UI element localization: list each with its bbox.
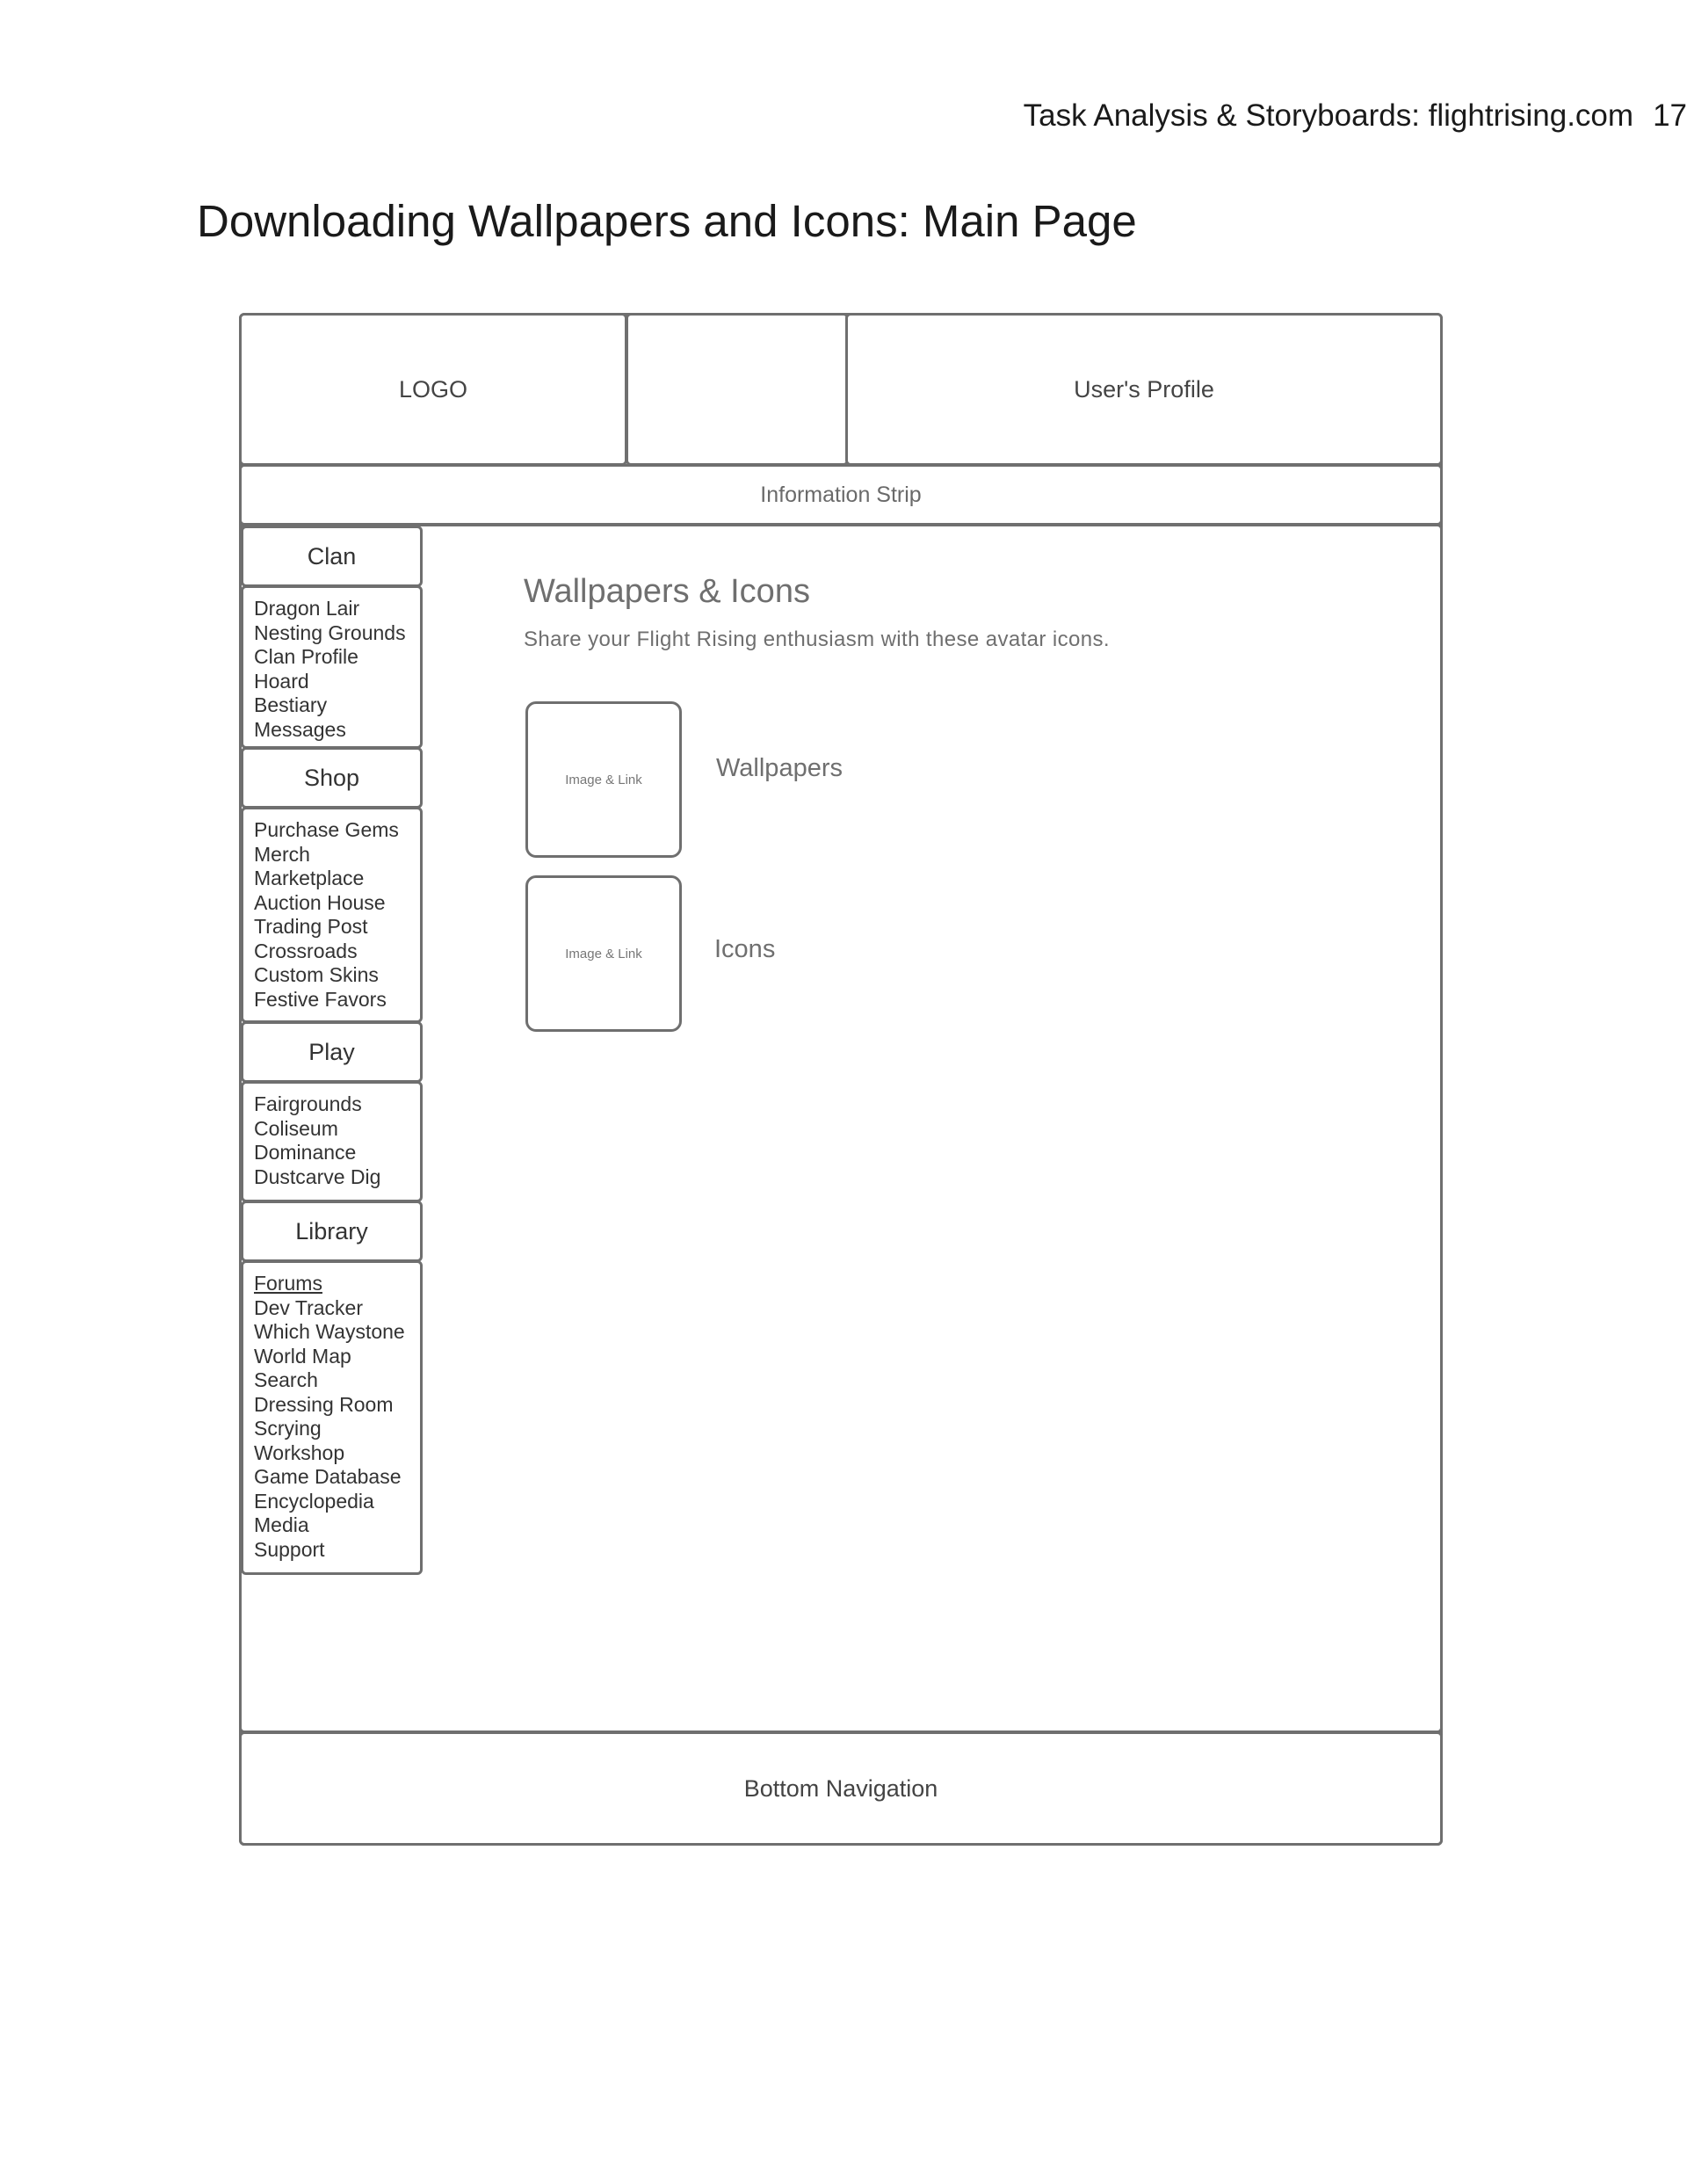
sidebar-header-clan[interactable] [241, 526, 423, 587]
sidebar-item-bestiary[interactable]: Bestiary [254, 693, 328, 716]
sidebar-list-clan [241, 585, 423, 749]
sidebar-item-encyclopedia[interactable]: Encyclopedia [254, 1489, 374, 1513]
sidebar-item-crossroads[interactable]: Crossroads [254, 939, 358, 962]
sidebar-item-dominance[interactable]: Dominance [254, 1141, 357, 1164]
sidebar-item-clan-profile[interactable]: Clan Profile [254, 645, 358, 668]
sidebar-item-media[interactable]: Media [254, 1513, 309, 1536]
sidebar-item-hoard[interactable]: Hoard [254, 669, 309, 693]
sidebar-header-clan-label: Clan [307, 542, 357, 570]
icons-image-placeholder: Image & Link [565, 946, 642, 961]
sidebar-item-forums[interactable]: Forums [254, 1272, 322, 1295]
sidebar-header-play[interactable] [241, 1021, 423, 1083]
sidebar-item-nesting-grounds[interactable]: Nesting Grounds [254, 620, 406, 644]
sidebar-item-dev-tracker[interactable]: Dev Tracker [254, 1295, 363, 1319]
sidebar-list-library [241, 1260, 423, 1575]
sidebar-item-world-map[interactable]: World Map [254, 1344, 351, 1368]
sidebar-header-shop-label: Shop [303, 764, 360, 791]
page-number: 17 [1653, 98, 1687, 133]
sidebar-item-scrying[interactable]: Scrying [254, 1417, 322, 1440]
sidebar-header-library[interactable] [241, 1201, 423, 1262]
information-strip-label: Information Strip [760, 482, 922, 507]
wallpapers-label[interactable]: Wallpapers [716, 754, 843, 782]
sidebar-item-dragon-lair[interactable]: Dragon Lair [254, 597, 360, 620]
sidebar-item-custom-skins[interactable]: Custom Skins [254, 963, 379, 986]
sidebar-item-marketplace[interactable]: Marketplace [254, 867, 365, 889]
wallpapers-image-placeholder: Image & Link [565, 772, 642, 787]
sidebar-item-dressing-room[interactable]: Dressing Room [254, 1392, 394, 1416]
bottom-navigation-label: Bottom Navigation [743, 1774, 938, 1802]
running-header-text: Task Analysis & Storyboards: flightrising.com [1023, 98, 1634, 133]
sidebar-item-dustcarve-dig[interactable]: Dustcarve Dig [254, 1165, 381, 1188]
sidebar-item-workshop[interactable]: Workshop [254, 1440, 345, 1464]
sidebar-header-shop[interactable] [241, 747, 423, 809]
bottom-navigation[interactable] [239, 1731, 1443, 1846]
sidebar-item-festive-favors[interactable]: Festive Favors [254, 987, 387, 1011]
sidebar-item-search[interactable]: Search [254, 1368, 318, 1391]
sidebar-header-library-label: Library [295, 1217, 368, 1244]
logo-label: LOGO [398, 375, 468, 403]
running-header [202, 98, 1687, 134]
main-title: Wallpapers & Icons [524, 573, 810, 610]
sidebar-list-play [241, 1081, 423, 1202]
sidebar-item-game-database[interactable]: Game Database [254, 1465, 402, 1488]
icons-label[interactable]: Icons [714, 935, 776, 963]
sidebar-item-fairgrounds[interactable]: Fairgrounds [254, 1092, 362, 1115]
sidebar-item-coliseum[interactable]: Coliseum [254, 1116, 338, 1140]
sidebar-item-which-waystone[interactable]: Which Waystone [254, 1320, 405, 1343]
main-subtitle: Share your Flight Rising enthusiasm with these avatar icons. [524, 628, 1110, 651]
sidebar-item-merch[interactable]: Merch [254, 842, 310, 866]
sidebar-item-messages[interactable]: Messages [254, 717, 346, 741]
sidebar-item-support[interactable]: Support [254, 1537, 325, 1561]
logo-box[interactable] [239, 313, 627, 466]
sidebar-item-trading-post[interactable]: Trading Post [254, 915, 368, 938]
user-profile-box[interactable] [845, 313, 1443, 466]
header-spacer [626, 313, 849, 466]
sidebar-list-shop [241, 807, 423, 1023]
sidebar-item-auction-house[interactable]: Auction House [254, 890, 386, 914]
page-title: Downloading Wallpapers and Icons: Main Page [197, 196, 1137, 246]
wallpapers-image-link[interactable] [525, 701, 682, 858]
sidebar-item-purchase-gems[interactable]: Purchase Gems [254, 818, 399, 841]
icons-image-link[interactable] [525, 875, 682, 1032]
information-strip [239, 464, 1443, 526]
user-profile-label: User's Profile [1074, 375, 1214, 403]
sidebar-header-play-label: Play [308, 1038, 355, 1065]
